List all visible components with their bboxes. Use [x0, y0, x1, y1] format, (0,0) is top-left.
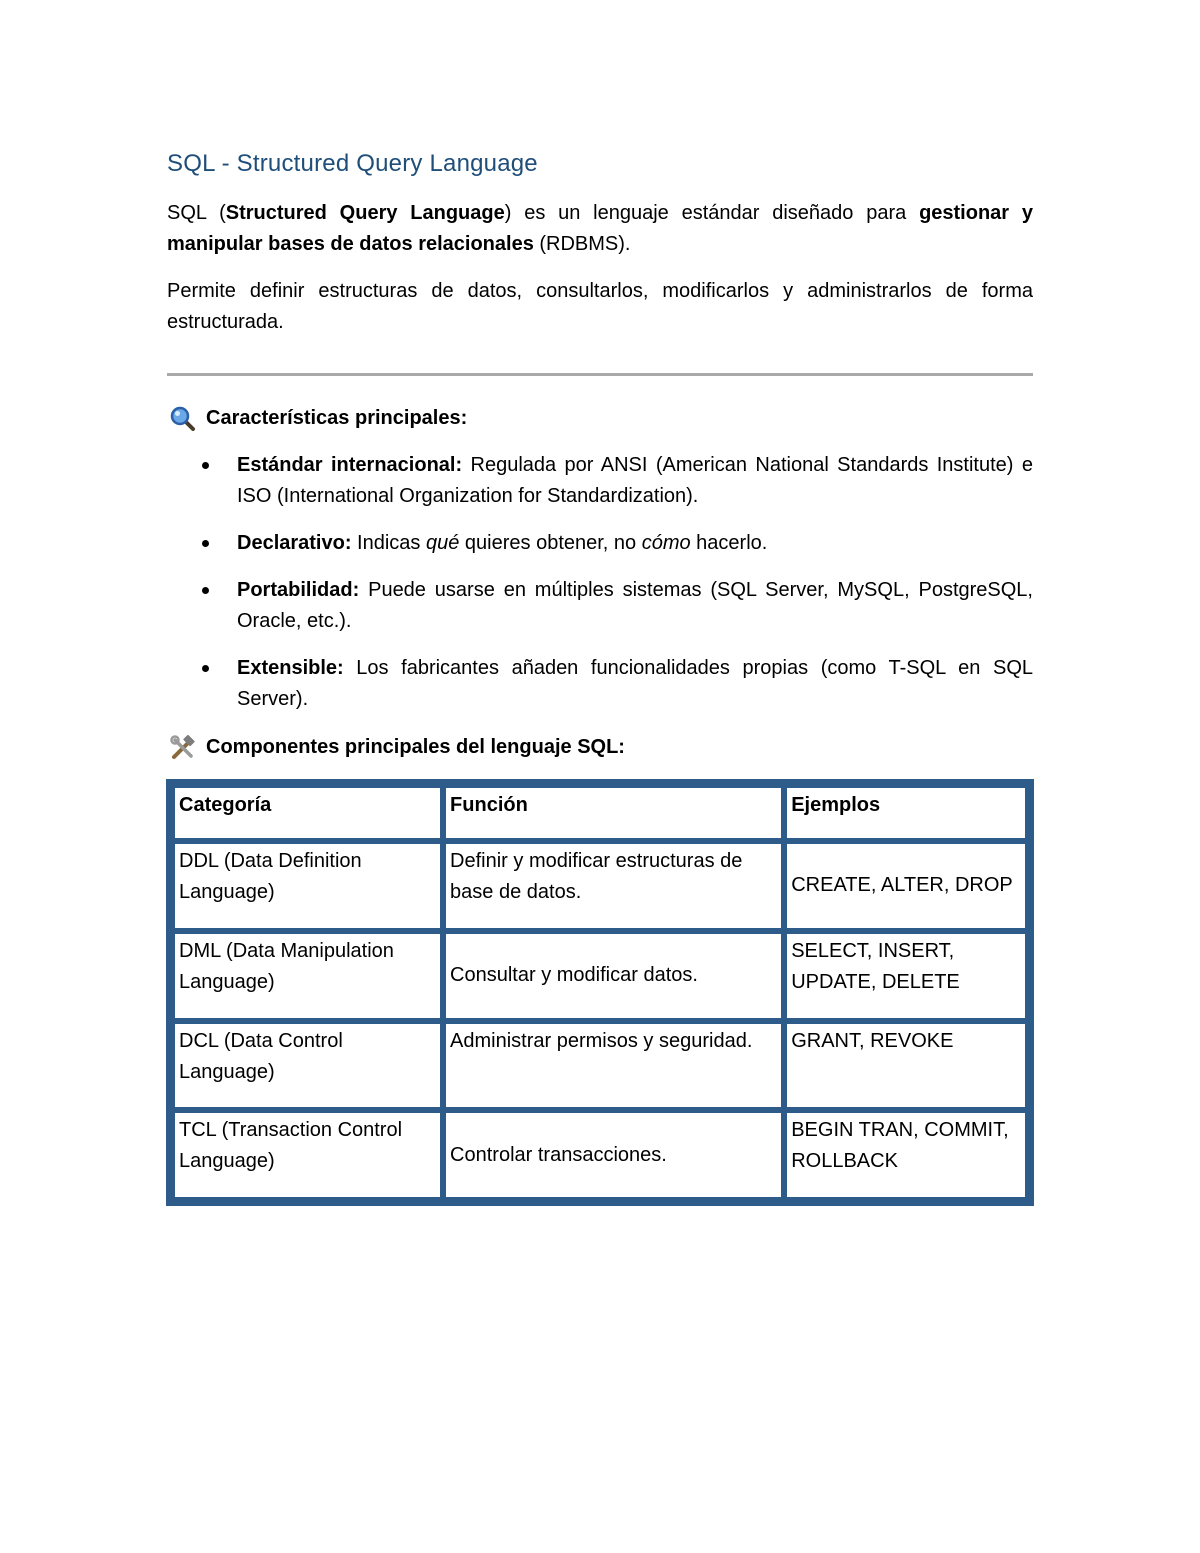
header-cell: Función — [445, 787, 782, 839]
components-table — [166, 779, 1034, 1206]
list-item: Portabilidad: Puede usarse en múltiples sistemas (SQL Server, MySQL, PostgreSQL, Oracle, etc.). — [200, 575, 1033, 637]
table-cell: Consultar y modificar datos. — [445, 933, 782, 1019]
list-item: Extensible: Los fabricantes añaden funcionalidades propias (como T-SQL en SQL Server). — [200, 653, 1033, 715]
table-cell: DCL (Data Control Language) — [174, 1023, 441, 1109]
list-item: Declarativo: Indicas qué quieres obtener, no cómo hacerlo. — [200, 528, 1033, 559]
components-heading: Componentes principales del lenguaje SQL: — [170, 732, 625, 763]
table-row — [174, 933, 1026, 1019]
table-row — [174, 1112, 1026, 1198]
table-cell: GRANT, REVOKE — [786, 1023, 1026, 1109]
table-cell: DDL (Data Definition Language) — [174, 843, 441, 929]
intro-paragraph-2: Permite definir estructuras de datos, consultarlos, modificarlos y administrarlos de forma estructurada. — [167, 280, 1033, 333]
table-cell: BEGIN TRAN, COMMIT, ROLLBACK — [786, 1112, 1026, 1198]
table-cell: Definir y modificar estructuras de base de datos. — [445, 843, 782, 929]
table-cell: Controlar transacciones. — [445, 1112, 782, 1198]
horizontal-rule — [167, 373, 1033, 376]
table-row — [174, 1023, 1026, 1109]
table-cell: Administrar permisos y seguridad. — [445, 1023, 782, 1109]
features-list — [200, 450, 1033, 731]
table-cell: SELECT, INSERT, UPDATE, DELETE — [786, 933, 1026, 1019]
intro-paragraph-1: SQL (Structured Query Language) es un lenguaje estándar diseñado para gestionar y manipular bases de datos relacionales (RDBMS). — [167, 202, 1034, 255]
header-cell: Categoría — [174, 787, 441, 839]
header-cell: Ejemplos — [786, 787, 1026, 839]
tools-icon — [170, 735, 196, 761]
features-heading: Características principales: — [170, 403, 467, 434]
list-item: Estándar internacional: Regulada por ANSI (American National Standards Institute) e ISO (International Organization for Standardization). — [200, 450, 1033, 512]
table-cell: CREATE, ALTER, DROP — [786, 843, 1026, 929]
magnifier-icon — [170, 406, 196, 432]
page-title: SQL - Structured Query Language — [167, 150, 538, 177]
table-cell: TCL (Transaction Control Language) — [174, 1112, 441, 1198]
table-header-row — [174, 787, 1026, 839]
table-cell: DML (Data Manipulation Language) — [174, 933, 441, 1019]
table-row — [174, 843, 1026, 929]
